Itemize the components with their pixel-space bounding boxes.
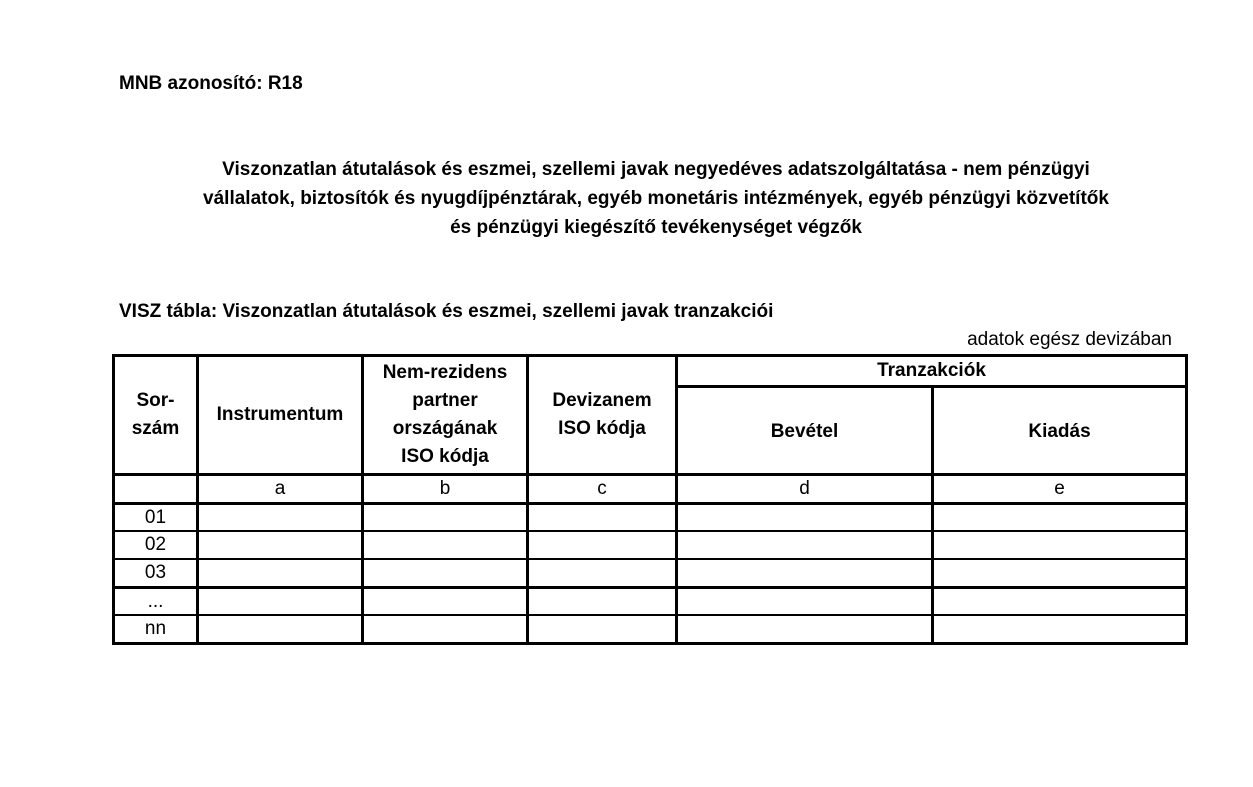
table-divider	[115, 530, 1185, 532]
document-title	[110, 155, 1202, 242]
document-title-line-1: Viszonzatlan átutalások és eszmei, szellemi javak negyedéves adatszolgáltatása - nem pénzügyi	[222, 159, 1090, 180]
table-divider	[115, 586, 1185, 589]
row-number: ...	[147, 590, 164, 612]
header-partner-line-3: országának	[392, 418, 498, 439]
row-number: nn	[144, 618, 167, 639]
header-bevetel: Bevétel	[770, 420, 839, 442]
column-code-c: c	[597, 478, 607, 499]
header-devizanem-line-2: ISO kódja	[558, 418, 646, 439]
header-partner-line-4: ISO kódja	[401, 446, 489, 467]
table-divider	[115, 558, 1185, 560]
header-devizanem	[529, 357, 675, 473]
column-code-b: b	[439, 478, 451, 499]
header-kiadas: Kiadás	[1028, 420, 1091, 442]
visz-table	[112, 354, 1188, 645]
header-partner-line-2: partner	[412, 390, 478, 411]
row-number: 03	[144, 562, 167, 583]
header-devizanem-line-1: Devizanem	[552, 390, 652, 411]
header-partner-iso	[364, 357, 526, 473]
table-divider	[115, 614, 1185, 616]
header-sorszam-line-2: szám	[131, 418, 180, 439]
header-sorszam	[115, 357, 196, 473]
column-code-d: d	[799, 478, 810, 499]
table-title: VISZ tábla: Viszonzatlan átutalások és eszmei, szellemi javak tranzakciói	[119, 301, 774, 322]
column-code-a: a	[274, 478, 286, 499]
document-title-line-2: vállalatok, biztosítók és nyugdíjpénztárak, egyéb monetáris intézmények, egyéb pénzügyi közvetítők	[203, 188, 1109, 209]
row-number: 01	[144, 506, 167, 528]
header-sorszam-line-1: Sor-	[136, 390, 175, 411]
document-title-line-3: és pénzügyi kiegészítő tevékenységet végzők	[450, 217, 862, 238]
header-instrumentum: Instrumentum	[216, 404, 344, 425]
column-code-e: e	[1054, 478, 1065, 499]
row-number: 02	[144, 534, 167, 555]
header-tranzakciok: Tranzakciók	[877, 360, 986, 381]
unit-note: adatok egész devizában	[967, 329, 1172, 350]
header-partner-line-1: Nem-rezidens	[382, 362, 508, 383]
mnb-identifier: MNB azonosító: R18	[119, 73, 303, 94]
